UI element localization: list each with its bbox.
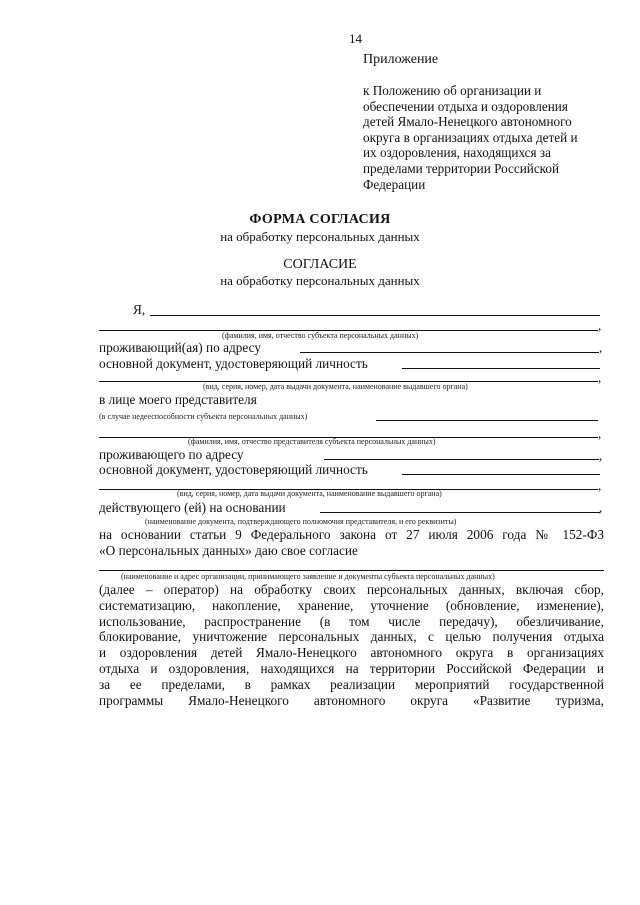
ya-label: Я,: [133, 302, 146, 317]
residing-rep-label: проживающего по адресу: [99, 447, 244, 462]
annex-line: пределами территории Российской: [363, 160, 560, 176]
paragraph-line: за ее пределами, в рамках реализации мероприятий государственной: [99, 676, 604, 692]
comma: ,: [598, 478, 602, 493]
acting-basis-label: действующего (ей) на основании: [99, 500, 286, 515]
residing-label: проживающий(ая) по адресу: [99, 340, 262, 355]
paragraph-line: использование, распространение (в том числе передачу), обезличивание,: [99, 613, 604, 629]
caption-basis: (наименование документа, подтверждающего полномочия представителя, и его реквизиты): [145, 517, 457, 526]
annex-title: Приложение: [363, 52, 439, 67]
caption-doc: (вид, серия, номер, дата выдачи документа, наименование выдавшего органа): [203, 382, 468, 391]
main-doc-label: основной документ, удостоверяющий личность: [99, 356, 368, 371]
paragraph-line: отдыха и оздоровления, находящихся на территории Российской Федерации и: [99, 660, 604, 676]
page-number: 14: [349, 31, 362, 46]
annex-line: округа в организациях отдыха детей и: [363, 129, 578, 145]
form-subtitle: на обработку персональных данных: [220, 229, 420, 244]
annex-line: обеспечении отдыха и оздоровления: [363, 98, 568, 114]
consent-title: СОГЛАСИЕ: [283, 257, 357, 272]
form-title: ФОРМА СОГЛАСИЯ: [249, 212, 391, 227]
comma: ,: [598, 370, 602, 385]
consent-subtitle: на обработку персональных данных: [220, 273, 420, 288]
caption-fio-subject: (фамилия, имя, отчество субъекта персональных данных): [222, 331, 419, 340]
paragraph-line: систематизацию, накопление, хранение, уточнение (обновление, изменение),: [99, 597, 604, 613]
caption-fio-rep: (фамилия, имя, отчество представителя субъекта персональных данных): [188, 437, 436, 446]
caption-operator: (наименование и адрес организации, принимающего заявление и документы субъекта персональных данных): [121, 572, 495, 581]
paragraph-line: (далее – оператор) на обработку своих персональных данных, включая сбор,: [99, 582, 604, 597]
comma: ,: [599, 340, 603, 355]
representative-label: в лице моего представителя: [99, 392, 257, 407]
annex-description: [363, 83, 613, 192]
address-field[interactable]: [300, 352, 599, 353]
paragraph-line: программы Ямало-Ненецкого автономного округа «Развитие туризма,: [99, 692, 604, 708]
caption-doc-rep: (вид, серия, номер, дата выдачи документа, наименование выдавшего органа): [177, 489, 442, 498]
caption-incapacity: (в случае недееспособности субъекта персональных данных): [99, 412, 308, 421]
paragraph-line: блокирование, уничтожение персональных данных, с целью получения отдыха: [99, 629, 604, 645]
address-rep-field[interactable]: [324, 459, 599, 460]
subject-name-field[interactable]: [150, 315, 600, 316]
consent-paragraph: [99, 582, 604, 708]
annex-line: детей Ямало-Ненецкого автономного: [363, 114, 572, 130]
acting-basis-field[interactable]: [320, 512, 600, 513]
comma: ,: [598, 426, 602, 441]
main-doc-rep-label: основной документ, удостоверяющий личность: [99, 462, 368, 477]
law-line-2: «О персональных данных» даю свое согласие: [99, 543, 358, 558]
operator-field[interactable]: [99, 570, 604, 571]
annex-line: их оздоровления, находящихся за: [363, 145, 551, 161]
comma: ,: [599, 448, 603, 463]
representative-field[interactable]: [376, 420, 598, 421]
annex-line: Федерации: [363, 176, 426, 192]
paragraph-line: и оздоровления детей Ямало-Ненецкого автономного округа в организациях: [99, 645, 604, 661]
main-doc-field[interactable]: [402, 368, 600, 369]
annex-line: к Положению об организации и: [363, 83, 542, 98]
comma: ,: [598, 318, 602, 333]
main-doc-rep-field[interactable]: [402, 474, 600, 475]
comma: ,: [599, 500, 603, 515]
law-line-1: на основании статьи 9 Федерального закона от 27 июля 2006 года № 152-ФЗ: [99, 527, 604, 542]
